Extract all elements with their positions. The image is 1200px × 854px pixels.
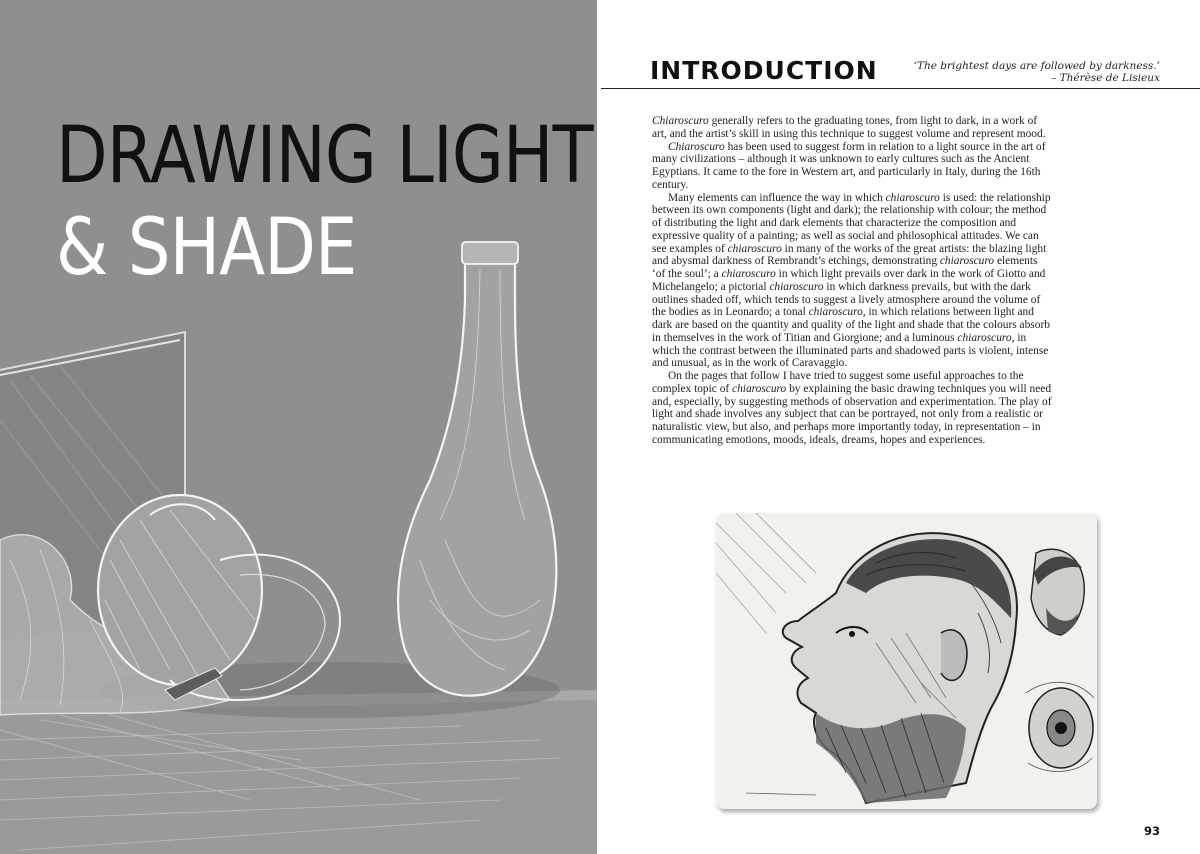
epigraph: [900, 60, 1160, 84]
italic-term: chiaroscuro: [732, 382, 787, 395]
italic-term: chiaroscuro,: [808, 306, 866, 319]
text-run: Many elements can influence the way in which: [668, 191, 886, 204]
chapter-title-line-2: & SHADE: [56, 203, 357, 293]
italic-term: Chiaroscuro: [652, 115, 709, 127]
italic-term: chiaroscuro: [939, 255, 995, 268]
head-sketch: [716, 513, 1097, 809]
text-run: generally refers to the graduating tones, from light to dark, in a work of art, and the artist’s skill in using this technique to suggest volume and represent mood.: [652, 115, 1046, 140]
body-paragraph: [652, 192, 1052, 371]
text-run: in which the contrast between the illuminated parts and shadowed parts is violent, intense and unusual, as in the work of Caravaggio.: [652, 331, 1049, 370]
chapter-title: [56, 110, 593, 294]
italic-term: chiaroscuro: [727, 242, 782, 255]
text-run: has been used to suggest form in relation to a light source in the art of many civilizations – although it was unknown to early cultures such as the Ancient Egyptians. It came to the fore in Western art, and particularly in Italy, during the 16th century.: [652, 140, 1046, 191]
text-run: in many of the works of the great artists: the blazing light and abysmal darkness of Rembrandt’s etchings, demonstrating: [652, 242, 1047, 268]
text-run: by explaining the basic drawing techniques you will need and, especially, by suggesting methods of observation and experimentation. The play of light and shade involves any subject that can be portrayed, not only from a realistic or naturalistic view, but also, and perhaps more importantly today, in representation – in communicating emotions, moods, ideals, dreams, hopes and experiences.: [652, 382, 1052, 446]
text-run: in which relations between light and dark are based on the quantity and quality of the light and shade that the colours absorb in themselves in the work of Titian and Giorgione; and a luminous: [652, 306, 1050, 344]
body-paragraph: [652, 370, 1052, 447]
body-paragraph: [652, 115, 1052, 141]
text-run: elements ‘of the soul’; a: [652, 255, 1038, 280]
page-number: 93: [1143, 824, 1160, 838]
italic-term: chiaroscuro,: [957, 331, 1015, 344]
heading-rule: [601, 88, 1200, 89]
text-run: in which light prevails over dark in the work of Giotto and Michelangelo; a pictorial: [652, 268, 1046, 293]
italic-term: Chiaroscuro: [668, 140, 725, 153]
text-run: is used: the relationship between its own components (light and dark); the relationship with colour; the method of distributing the light and dark elements that characterize the composition and expressive quality of a painting; as well as social and philosophical attitudes. We can see examples of: [652, 191, 1051, 255]
head-study-illustration: [716, 513, 1097, 809]
text-run: On the pages that follow I have tried to suggest some useful approaches to the complex topic of: [652, 370, 1024, 395]
left-page: [0, 0, 597, 854]
italic-term: chiaroscuro: [721, 268, 776, 280]
body-paragraph: [652, 141, 1052, 192]
epigraph-author: – Thérèse de Lisieux: [1051, 72, 1160, 84]
epigraph-quote: ‘The brightest days are followed by darkness.’: [913, 60, 1160, 72]
section-heading: INTRODUCTION: [650, 56, 878, 85]
italic-term: chiaroscuro: [885, 191, 940, 204]
right-page: [597, 0, 1200, 854]
text-run: in which darkness prevails, but with the dark outlines shaded off, which tends to suggest a lively atmosphere around the volume of the bodies as in Leonardo; a tonal: [652, 280, 1041, 319]
body-text: [652, 115, 1052, 447]
chapter-title-line-1: DRAWING LIGHT: [56, 111, 593, 201]
italic-term: chiaroscuro: [769, 280, 824, 293]
